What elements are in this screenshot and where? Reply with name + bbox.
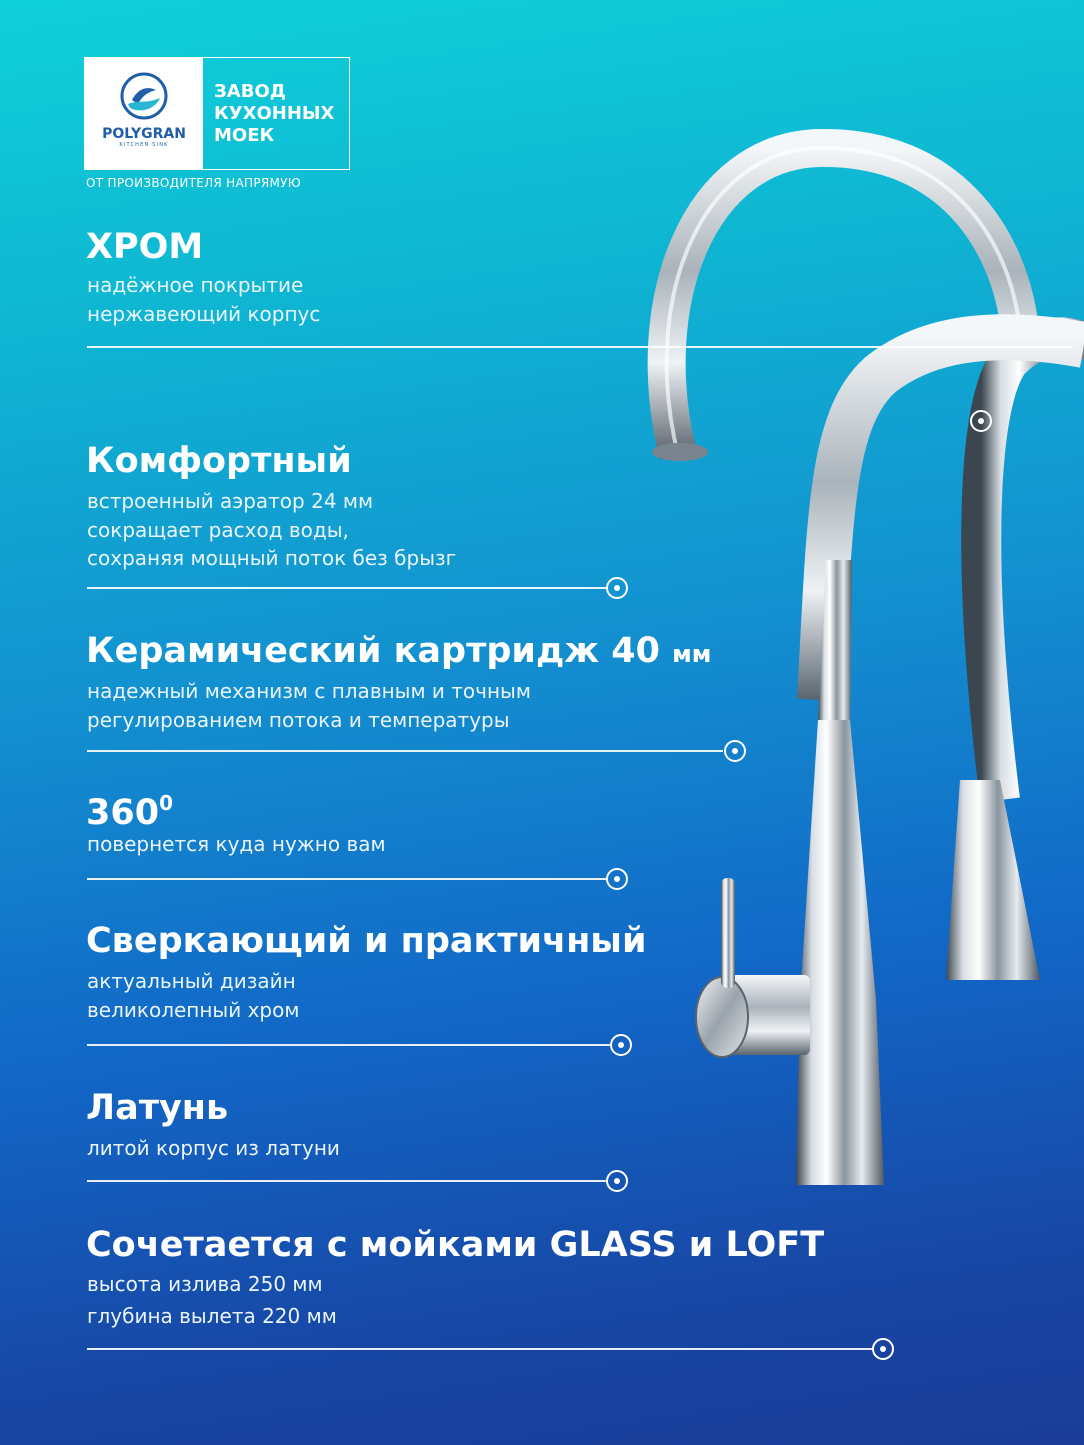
- feature-divider: [87, 1044, 611, 1046]
- feature-divider: [87, 587, 607, 589]
- logo-brand-block: [85, 58, 203, 169]
- feature-title-cartridge-text: Керамический картридж 40: [86, 631, 660, 671]
- brand-subtitle: KITCHEN SINK: [119, 142, 169, 148]
- feature-desc-line: сокращает расход воды,: [87, 518, 349, 542]
- feature-marker-icon: [872, 1338, 894, 1360]
- front-faucet: [696, 337, 1084, 1185]
- feature-desc-line: встроенный аэратор 24 мм: [87, 489, 374, 513]
- feature-desc-line: нержавеющий корпус: [87, 302, 321, 326]
- feature-marker-icon: [606, 868, 628, 890]
- factory-text-block: [203, 58, 349, 169]
- feature-title-unit: мм: [672, 640, 712, 668]
- feature-marker-icon: [606, 1170, 628, 1192]
- feature-title-rotation-text: 360: [86, 793, 160, 833]
- polygran-wave-emblem-icon: [118, 70, 170, 122]
- feature-desc-line: надёжное покрытие: [87, 273, 304, 297]
- feature-desc-line: великолепный хром: [87, 998, 300, 1022]
- feature-divider: [87, 878, 607, 880]
- feature-title-brass: Латунь: [86, 1088, 229, 1128]
- feature-title-design: Сверкающий и практичный: [86, 921, 647, 961]
- feature-desc-line: актуальный дизайн: [87, 969, 296, 993]
- feature-marker-icon: [724, 740, 746, 762]
- feature-marker-icon: [606, 577, 628, 599]
- degree-superscript: 0: [159, 791, 173, 815]
- feature-divider: [87, 1180, 607, 1182]
- feature-desc-line: надежный механизм с плавным и точным: [87, 679, 531, 703]
- feature-title-comfort: Комфортный: [86, 441, 352, 481]
- feature-divider: [87, 1348, 873, 1350]
- feature-desc-line: регулированием потока и температуры: [87, 708, 510, 732]
- factory-line-2: КУХОННЫХ: [214, 102, 335, 124]
- factory-line-3: МОЕК: [214, 124, 275, 146]
- feature-desc-line: литой корпус из латуни: [87, 1136, 340, 1160]
- feature-desc-line: глубина вылета 220 мм: [87, 1304, 337, 1328]
- feature-desc-line: высота излива 250 мм: [87, 1272, 323, 1296]
- feature-marker-icon: [970, 410, 992, 432]
- feature-marker-icon: [610, 1034, 632, 1056]
- feature-divider: [87, 750, 723, 752]
- feature-title-rotation: [86, 782, 173, 834]
- feature-title-chrome: ХРОМ: [86, 227, 204, 267]
- feature-title-cartridge: [86, 630, 711, 675]
- feature-desc-line: сохраняя мощный поток без брызг: [87, 546, 457, 570]
- company-logo: [84, 57, 350, 170]
- tagline: ОТ ПРОИЗВОДИТЕЛЯ НАПРЯМУЮ: [86, 176, 302, 190]
- feature-desc-line: повернется куда нужно вам: [87, 832, 386, 856]
- feature-title-compatibility: Сочетается с мойками GLASS и LOFT: [86, 1225, 825, 1265]
- feature-divider: [87, 346, 1072, 348]
- brand-name: POLYGRAN: [102, 126, 186, 142]
- factory-line-1: ЗАВОД: [214, 80, 286, 102]
